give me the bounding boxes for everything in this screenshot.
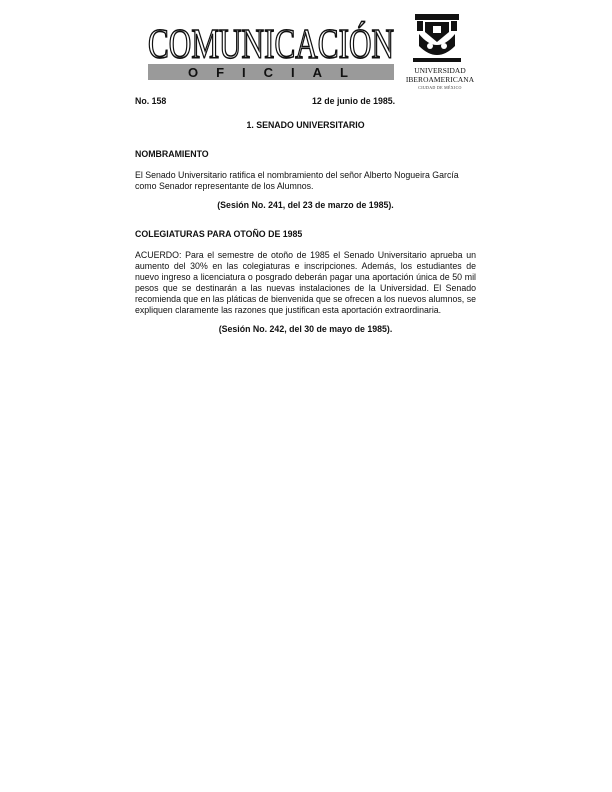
session-reference: (Sesión No. 241, del 23 de marzo de 1985). <box>217 200 394 210</box>
bulletin-number: No. 158 <box>135 96 167 106</box>
item-body: El Senado Universitario ratifica el nombramiento del señor Alberto Nogueira García como Senador representante de los Alumnos. <box>135 170 459 191</box>
document-body <box>135 96 476 335</box>
university-name-line1: UNIVERSIDAD <box>414 66 466 75</box>
bulletin-date: 12 de junio de 1985. <box>312 96 396 106</box>
university-city: CIUDAD DE MÉXICO <box>418 85 462 90</box>
section-title: 1. SENADO UNIVERSITARIO <box>246 120 365 130</box>
university-name-line2: IBEROAMERICANA <box>405 75 475 84</box>
masthead-subtitle: OFICIAL <box>188 65 348 80</box>
university-logo <box>405 12 475 92</box>
bulletin-meta <box>135 96 476 108</box>
item-heading: COLEGIATURAS PARA OTOÑO DE 1985 <box>135 229 303 239</box>
masthead-title: COMUNICACIÓN <box>148 22 480 68</box>
item-heading: NOMBRAMIENTO <box>135 149 209 159</box>
item-body: ACUERDO: Para el semestre de otoño de 1985 el Senado Universitario aprueba un aumento del 30% en las colegiaturas e inscripciones. Además, los estudiantes de nuevo ingreso a licenciatura o posgrado deberán pagar una aportación única de 50 mil pesos que se destinarán a las nuevas instalaciones de la Universidad. El Senado recomienda que en las pláticas de bienvenida que se ofrecen a los nuevos alumnos, se expliquen claramente las razones que justifican esta aportación extraordinaria. <box>135 250 476 315</box>
session-reference: (Sesión No. 242, del 30 de mayo de 1985). <box>218 324 393 334</box>
university-seal-icon <box>405 12 475 66</box>
